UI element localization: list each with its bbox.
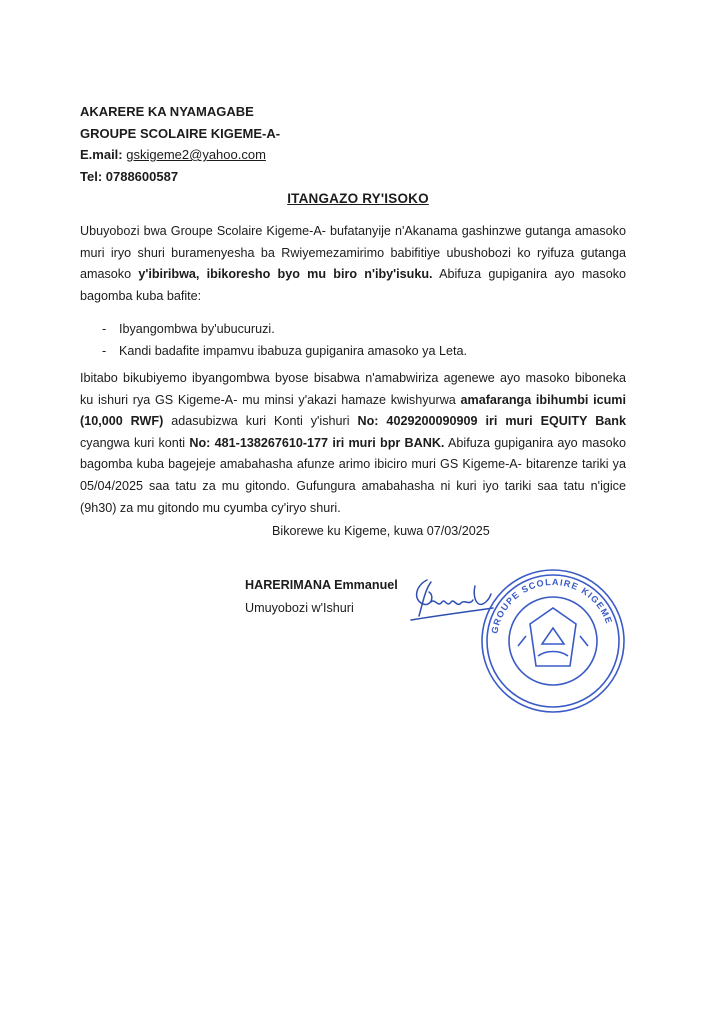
paragraph-details-bold-fee: amafaranga ibihumbi icumi (10,000 RWF) xyxy=(80,392,627,429)
school-stamp-icon xyxy=(478,566,628,716)
school-name: GROUPE SCOLAIRE KIGEME-A- xyxy=(80,125,281,141)
paragraph-intro-text-b: Abifuza gupiganira ayo masoko bagomba kuba bafite: xyxy=(80,267,626,303)
letterhead xyxy=(80,101,280,187)
district-name: AKARERE KA NYAMAGABE xyxy=(80,104,254,119)
stamp-text: GROUPE SCOLAIRE KIGEME xyxy=(489,576,615,635)
list-item: - Kandi badafite impamvu ibabuza gupiganira amasoko ya Leta. xyxy=(80,340,467,362)
requirements-list xyxy=(80,318,467,362)
paragraph-intro-text-a: Ubuyobozi bwa Groupe Scolaire Kigeme-A- bufatanyije n'Akanama gashinzwe gutanga amasoko muri iryo shuri buramenyesha ba Rwiyemezamirimo babifitiye ubushobozi ko ryifuza gutanga amasoko xyxy=(80,224,626,282)
tel-number: 0788600587 xyxy=(105,168,179,184)
list-item: - Ibyangombwa by'ubucuruzi. xyxy=(80,318,467,340)
tel-line xyxy=(80,166,280,188)
date-line: Bikorewe ku Kigeme, kuwa 07/03/2025 xyxy=(272,524,490,538)
email-link[interactable]: gskigeme2@yahoo.com xyxy=(126,147,266,162)
signer-role: Umuyobozi w'Ishuri xyxy=(245,601,354,615)
email-label: E.mail: xyxy=(80,147,127,162)
signer-name: HARERIMANA Emmanuel xyxy=(245,578,398,592)
paragraph-intro xyxy=(80,221,626,307)
signer-block xyxy=(245,574,398,620)
paragraph-details-text-d: Abifuza gupiganira ayo masoko bagomba kuba bagejeje amabahasha afunze arimo ibiciro muri GS Kigeme-A- bitarenze tariki ya 05/04/2025 saa tatu za mu gitondo. Gufungura amabahasha ni kuri iyo tariki saa tatu n'igice (9h30) za mu gitondo mu cyumba cy'iryo shuri. xyxy=(80,435,626,515)
paragraph-details-bold-bpr: No: 481-138267610-177 iri muri bpr BANK. xyxy=(189,435,445,450)
tel-label: Tel: xyxy=(80,168,106,184)
paragraph-details-text-c: cyangwa kuri konti xyxy=(80,435,190,450)
paragraph-details-bold-equity: No: 4029200090909 iri muri EQUITY Bank xyxy=(357,414,626,429)
document-title: ITANGAZO RY'ISOKO xyxy=(287,191,429,206)
email-line xyxy=(80,144,280,166)
paragraph-intro-bold: y'ibiribwa, ibikoresho byo mu biro n'iby'isuku. xyxy=(138,267,433,282)
paragraph-details-text-b: adasubizwa kuri Konti y'ishuri xyxy=(163,414,358,429)
paragraph-details-text-a: Ibitabo bikubiyemo ibyangombwa byose bisabwa n'amabwiriza agenewe ayo masoko biboneka ku ishuri rya GS Kigeme-A- mu minsi y'akazi hamaze kwishyurwa xyxy=(80,371,626,407)
paragraph-details xyxy=(80,368,626,519)
